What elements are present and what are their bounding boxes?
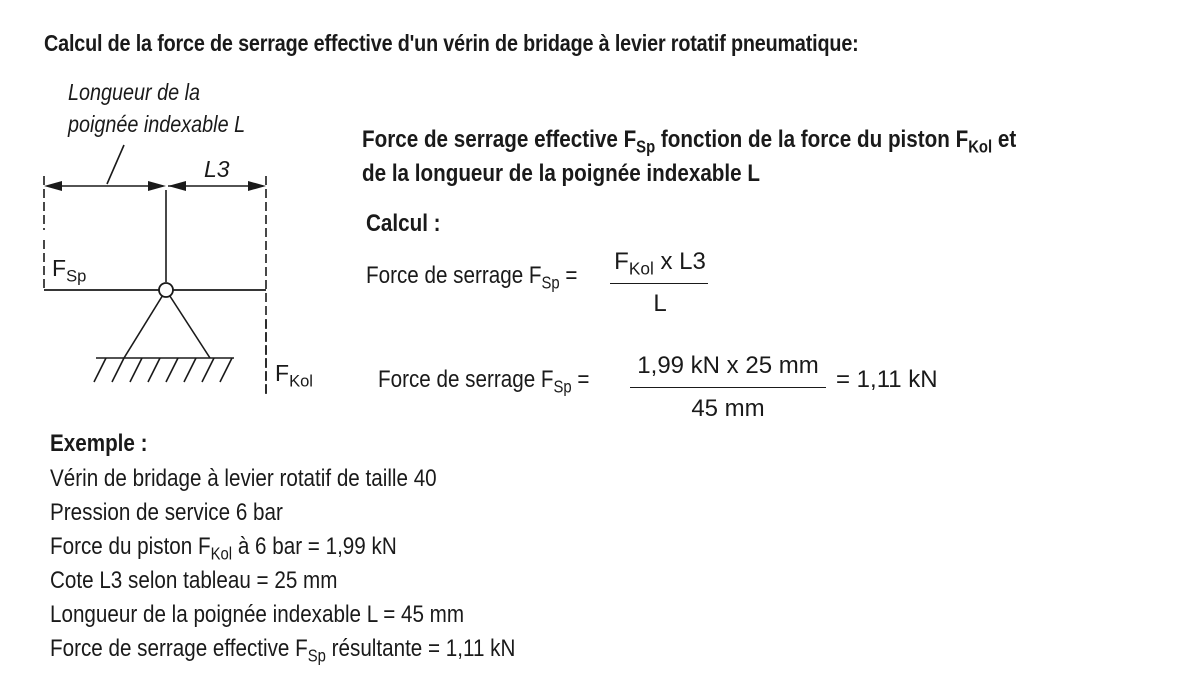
l3-label: L3 (204, 156, 230, 182)
formula1-numerator: $F_{Kol}$ x L3 (614, 248, 706, 279)
example-line-l3: Cote L3 selon tableau = 25 mm (50, 567, 338, 594)
support-left (124, 290, 166, 358)
support-right (166, 290, 210, 358)
formula2-left: Force de serrage $F_{Sp}$ = (378, 366, 590, 397)
fkol-label: $F_{Kol}$ (275, 360, 313, 391)
formula2-result: = 1,11 kN (836, 366, 938, 393)
example-list (50, 462, 515, 666)
calcul-heading: Calcul : (366, 210, 441, 237)
example-line-result: Force de serrage effective $F_{Sp}$ résultante = 1,11 kN (50, 635, 516, 666)
handle-leader-line (107, 145, 124, 184)
page-title: Calcul de la force de serrage effective d'un vérin de bridage à levier rotatif pneumatique: (44, 30, 859, 56)
example-line-length: Longueur de la poignée indexable L = 45 mm (50, 601, 465, 628)
arrow-right-L3 (248, 181, 266, 191)
formula2-numerator: 1,99 kN x 25 mm (637, 352, 819, 379)
lever-diagram (0, 0, 340, 420)
heading-line-2: de la longueur de la poignée indexable L (362, 160, 760, 187)
arrow-right-L (148, 181, 166, 191)
section-heading (362, 123, 1016, 191)
formula2-fraction-bar (630, 387, 826, 388)
arrow-left-L (44, 181, 62, 191)
heading-line-1: Force de serrage effective $F_{Sp}$ fonction de la force du piston $F_{Kol}$ et (362, 126, 1017, 157)
ground-hatching (94, 358, 232, 382)
formula1-fraction-bar (610, 283, 708, 284)
handle-length-label: Longueur de la poignée indexable L (68, 79, 246, 137)
example-line-pressure: Pression de service 6 bar (50, 499, 283, 526)
example-line-piston-force: Force du piston $F_{Kol}$ à 6 bar = 1,99 kN (50, 533, 397, 564)
formula1-denominator: L (653, 290, 667, 317)
arrow-left-L3 (168, 181, 186, 191)
formula2-denominator: 45 mm (691, 395, 765, 422)
example-line-size: Vérin de bridage à levier rotatif de taille 40 (50, 465, 437, 492)
formula1-left: Force de serrage $F_{Sp}$ = (366, 262, 578, 293)
pivot-circle (159, 283, 173, 297)
example-heading: Exemple : (50, 430, 148, 457)
fsp-label: $F_{Sp}$ (52, 255, 87, 286)
